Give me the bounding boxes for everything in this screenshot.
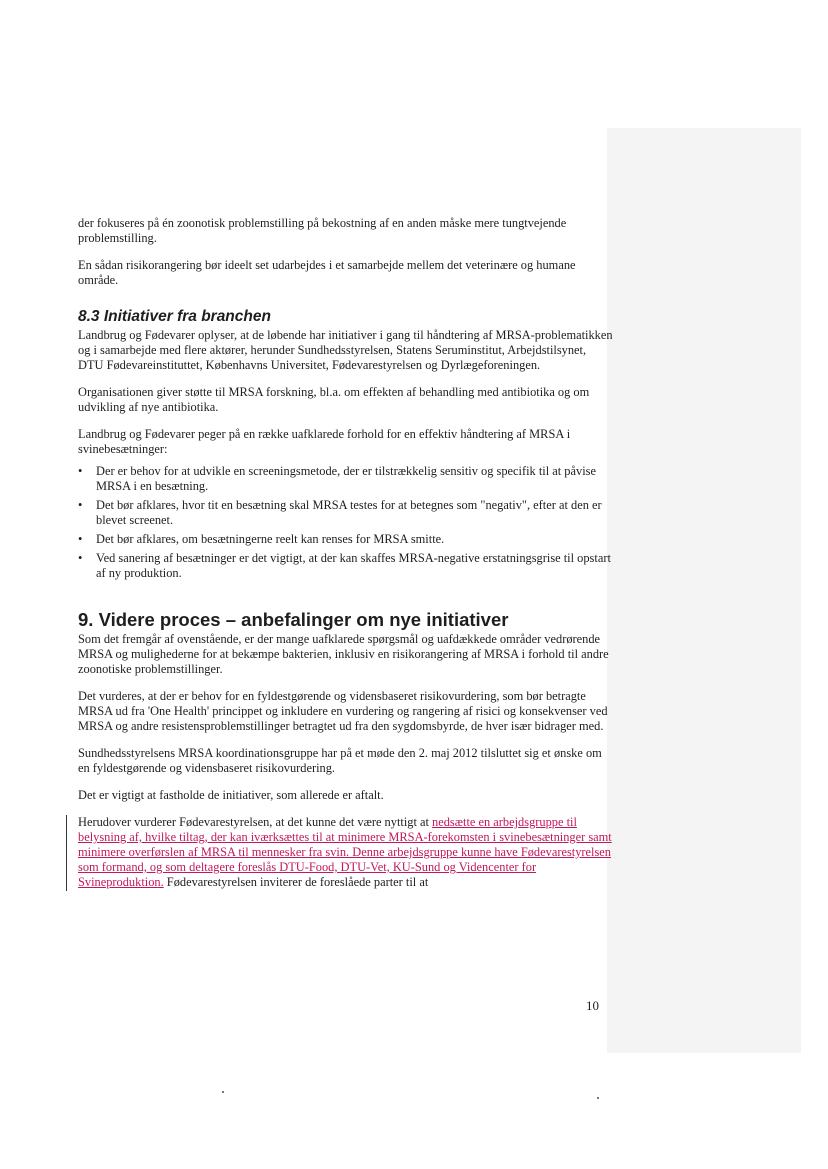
original-text: Fødevarestyrelsen inviterer de foreslåede parter til at xyxy=(163,875,429,889)
bullet-icon: • xyxy=(78,464,83,478)
scan-shadow xyxy=(607,128,801,1053)
revised-paragraph xyxy=(78,815,613,890)
bullet-icon: • xyxy=(78,498,83,512)
bullet-icon: • xyxy=(78,551,83,565)
paragraph: Landbrug og Fødevarer peger på en række uafklarede forhold for en effektiv håndtering af MRSA i svinebesætninger: xyxy=(78,427,571,456)
list-item-text: Det bør afklares, hvor tit en besætning skal MRSA testes for at betegnes som "negativ", efter at den er blevet screenet. xyxy=(96,498,602,527)
list-item xyxy=(78,551,613,581)
paragraph: En sådan risikorangering bør ideelt set udarbejdes i et samarbejde mellem det veterinære og humane område. xyxy=(78,258,576,287)
paragraph: Landbrug og Fødevarer oplyser, at de løbende har initiativer i gang til håndtering af MRSA-problematikken og i samarbejde med flere aktører, herunder Sundhedsstyrelsen, Statens Seruminstitut, Arbejdstilsynet, DTU Fødevareinstituttet, Københavns Universitet, Fødevarestyrelsen og Dyrlægeforeningen. xyxy=(78,328,613,372)
paragraph: Som det fremgår af ovenstående, er der mange uafklarede spørgsmål og uafdækkede områder vedrørende MRSA og mulighederne for at bekæmpe bakterien, inklusiv en risikorangering af MRSA i forhold til andre zoonotiske problemstillinger. xyxy=(78,632,609,676)
section-9-heading: 9. Videre proces – anbefalinger om nye initiativer xyxy=(78,609,509,630)
bullet-icon: • xyxy=(78,532,83,546)
list-item xyxy=(78,532,613,547)
list-item xyxy=(78,464,613,494)
scan-speck xyxy=(597,1097,599,1099)
list-item-text: Det bør afklares, om besætningerne reelt kan renses for MRSA smitte. xyxy=(96,532,445,546)
change-bar xyxy=(66,815,67,891)
scan-speck xyxy=(222,1091,224,1093)
list-item-text: Der er behov for at udvikle en screeningsmetode, der er tilstrækkelig sensitiv og specifik til at påvise MRSA i en besætning. xyxy=(96,464,596,493)
list-item-text: Ved sanering af besætninger er det vigtigt, at der kan skaffes MRSA-negative erstatningsgrise til opstart af ny produktion. xyxy=(96,551,611,580)
section-8-3-heading: 8.3 Initiativer fra branchen xyxy=(78,308,271,325)
page-number: 10 xyxy=(586,998,599,1013)
list-item xyxy=(78,498,613,528)
bullet-list xyxy=(78,464,613,581)
original-text: Herudover vurderer Fødevarestyrelsen, at det kunne det være nyttigt at xyxy=(78,815,433,829)
paragraph: Organisationen giver støtte til MRSA forskning, bl.a. om effekten af behandling med antibiotika og om udvikling af nye antibiotika. xyxy=(78,385,590,414)
inserted-text: nedsætte en arbejdsgruppe til belysning af, hvilke tiltag, der kan iværksættes til at minimere MRSA-forekomsten i svinebesætninger samt minimere overførslen af MRSA til mennesker fra svin. Denne arbejdsgruppe kunne have Fødevarestyrelsen som formand, og som deltagere foreslås DTU-Food, DTU-Vet, KU-Sund og Videncenter for Svineproduktion. xyxy=(78,815,612,889)
paragraph: Det vurderes, at der er behov for en fyldestgørende og vidensbaseret risikovurdering, som bør betragte MRSA ud fra 'One Health' princippet og inkludere en vurdering og rangering af risici og konsekvenser ved MRSA og andre resistensproblemstillinger betragtet ud fra den sygdomsbyrde, de hver især bidrager med. xyxy=(78,689,608,733)
paragraph: Sundhedsstyrelsens MRSA koordinationsgruppe har på et møde den 2. maj 2012 tilsluttet sig et ønske om en fyldestgørende og vidensbaseret risikovurdering. xyxy=(78,746,602,775)
paragraph: der fokuseres på én zoonotisk problemstilling på bekostning af en anden måske mere tungtvejende problemstilling. xyxy=(78,216,567,245)
paragraph: Det er vigtigt at fastholde de initiativer, som allerede er aftalt. xyxy=(78,788,384,802)
document-body xyxy=(78,216,613,890)
